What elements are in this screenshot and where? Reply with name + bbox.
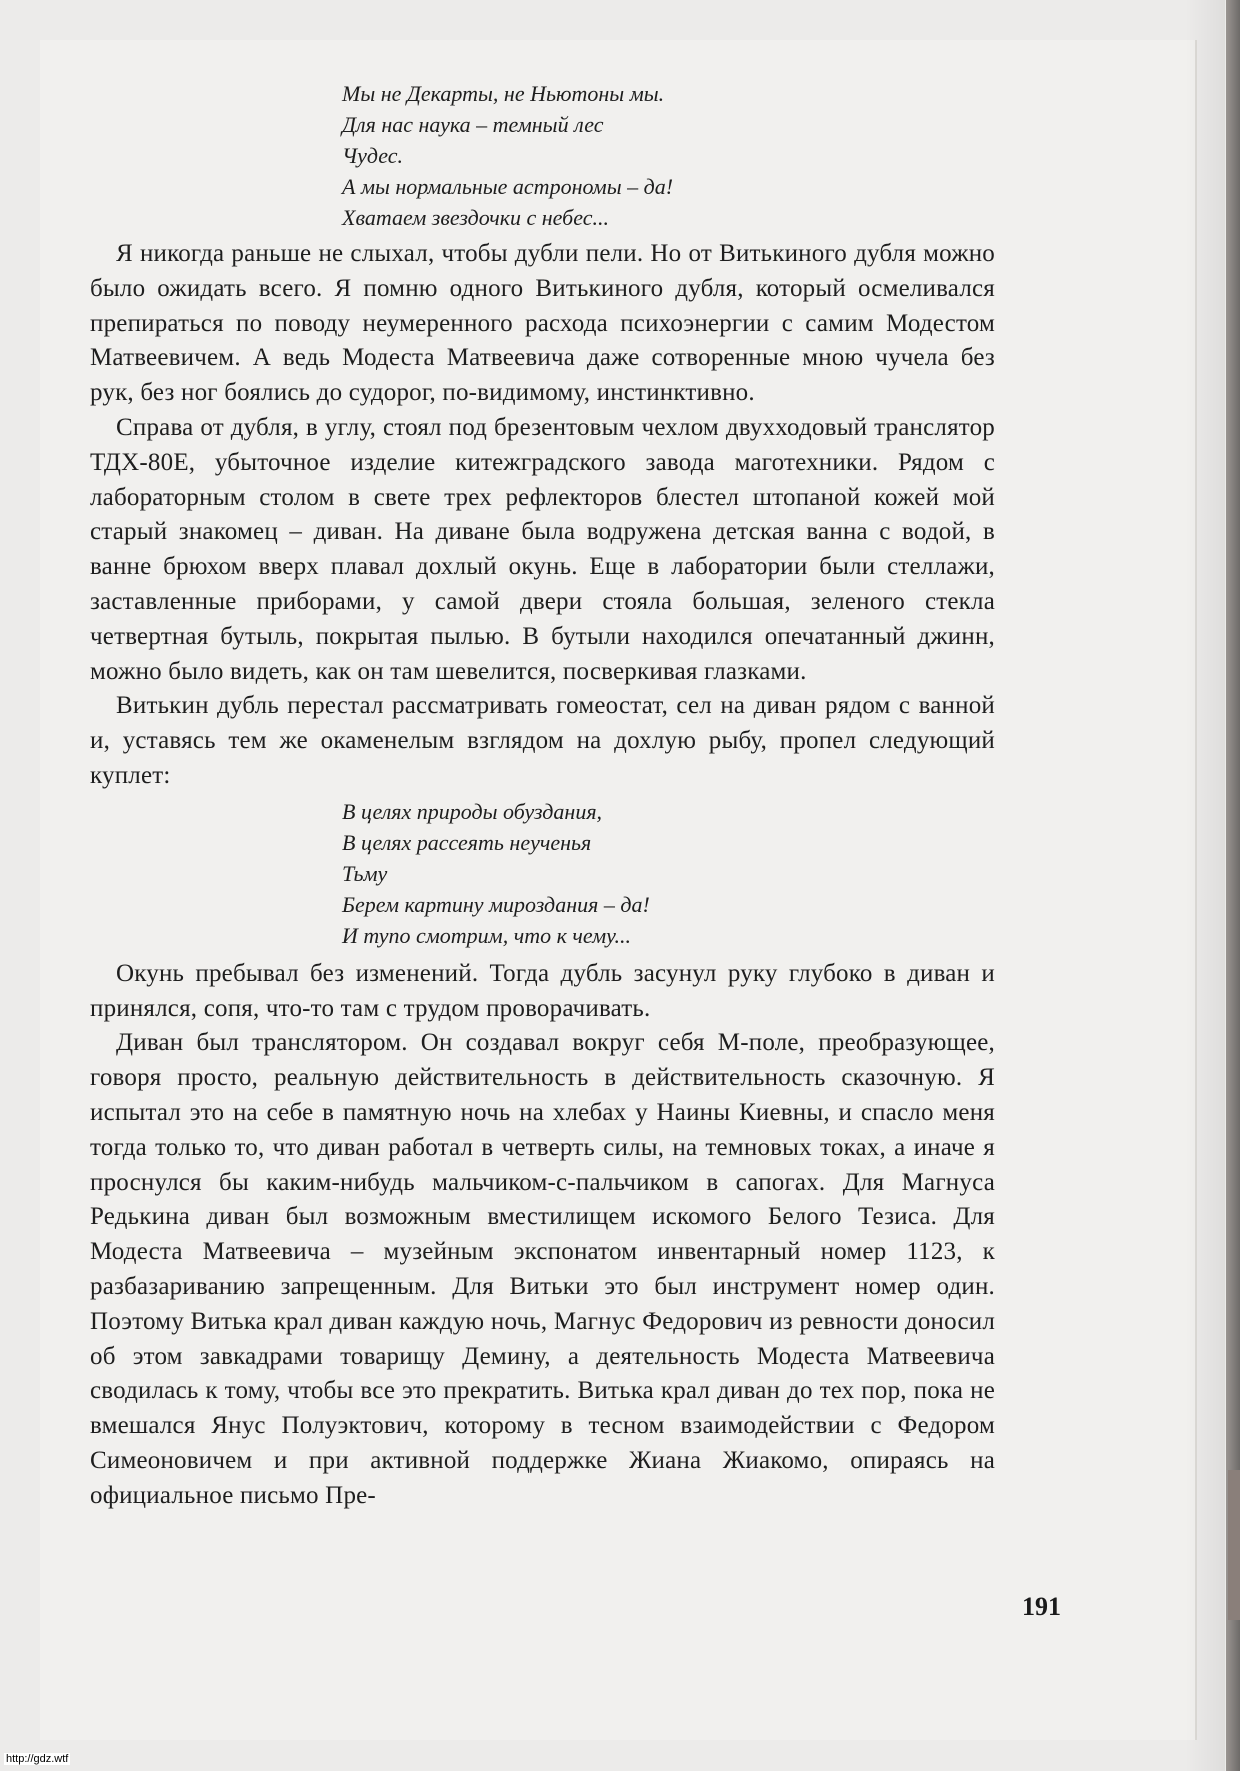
verse-line: Берем картину мироздания – да! (342, 891, 650, 917)
book-cover-edge (1226, 0, 1240, 1771)
verse-line: Для нас наука – темный лес (342, 112, 604, 137)
cover-edge-notch (1228, 1470, 1240, 1620)
source-link[interactable]: http://gdz.wtf (6, 1753, 69, 1765)
paragraph: Я никогда раньше не слыхал, чтобы дубли пели. Но от Витькиного дубля можно было ожидать всего. Я помню одного Витькиного дубля, который осмеливался препираться по поводу неумеренного расхода психоэнергии с самим Модестом Матвеевичем. А ведь Модеста Матвеевича даже сотворенные мною чучела без рук, без ног боялись до судорог, по-видимому, инстинктивно. (90, 240, 995, 407)
page-text (90, 78, 995, 1514)
verse-line: В целях рассеять неученья (342, 829, 592, 855)
verse-line: И тупо смотрим, что к чему... (342, 922, 632, 948)
verse-line: А мы нормальные астрономы – да! (342, 174, 674, 199)
verse-2 (342, 796, 995, 951)
paragraph: Витькин дубль перестал рассматривать гомеостат, сел на диван рядом с ванной и, уставясь тем же окаменелым взглядом на дохлую рыбу, пропел следующий куплет: (90, 692, 995, 789)
verse-line: Тьму (342, 860, 388, 886)
page-number: 191 (1022, 1592, 1061, 1621)
page-edge-shadow (1185, 0, 1225, 1771)
verse-line: Чудес. (342, 143, 403, 168)
paragraph: Окунь пребывал без изменений. Тогда дубль засунул руку глубоко в диван и принялся, сопя, что-то там с трудом проворачивать. (90, 959, 995, 1022)
verse-line: Хватаем звездочки с небес... (342, 205, 609, 230)
verse-line: В целях природы обуздания, (342, 798, 603, 824)
verse-1 (342, 78, 995, 233)
verse-line: Мы не Декарты, не Ньютоны мы. (342, 81, 665, 106)
paragraph: Диван был транслятором. Он создавал вокруг себя М-поле, преобразующее, говоря просто, реальную действительность в действительность сказочную. Я испытал это на себе в памятную ночь на хлебах у Наины Киевны, и спасло меня тогда только то, что диван работал в четверть силы, на темновых токах, а иначе я проснулся бы каким-нибудь мальчиком-с-пальчиком в сапогах. Для Магнуса Редькина диван был возможным вместилищем искомого Белого Тезиса. Для Модеста Матвеевича – музейным экспонатом инвентарный номер 1123, к разбазариванию запрещенным. Для Витьки это был инструмент номер один. Поэтому Витька крал диван каждую ночь, Магнус Федорович из ревности доносил об этом завкадрами товарищу Демину, а деятельность Модеста Матвеевича сводилась к тому, чтобы все это прекратить. Витька крал диван до тех пор, пока не вмешался Янус Полуэктович, которому в тесном взаимодействии с Федором Симеоновичем и при активной поддержке Жиана Жиакомо, опираясь на официальное письмо Пре- (90, 1029, 995, 1509)
paragraph: Справа от дубля, в углу, стоял под брезентовым чехлом двухходовый транслятор ТДХ-80Е, убыточное изделие китежградского завода маготехники. Рядом с лабораторным столом в свете трех рефлекторов блестел штопаной кожей мой старый знакомец – диван. На диване была водружена детская ванна с водой, в ванне брюхом вверх плавал дохлый окунь. Еще в лаборатории были стеллажи, заставленные приборами, у самой двери стояла большая, зеленого стекла четвертная бутыль, покрытая пылью. В бутыли находился опечатанный джинн, можно было видеть, как он там шевелится, посверкивая глазками. (90, 413, 995, 685)
